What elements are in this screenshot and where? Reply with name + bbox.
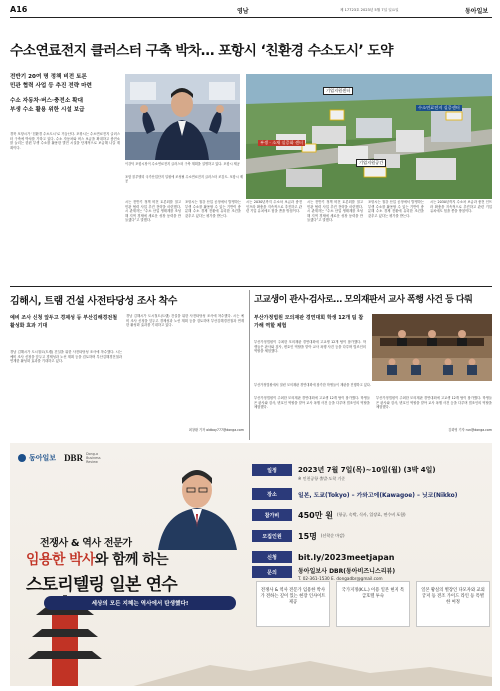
ad-sub: (항공, 숙박, 식사, 입장료, 연수비 포함) — [336, 512, 406, 517]
courtroom-photo-image — [372, 314, 492, 381]
aerial-label-bottom: 기업지원공간 — [356, 159, 386, 167]
ad-speaker-photo — [150, 458, 245, 550]
aerial-label-right: 수소연료전지 실증센터 — [418, 105, 460, 110]
ad-label: 문의 — [252, 566, 292, 578]
lead-body-col2: 시는 전반기 정책 비전 토론회를 열고 민관 협력 사업 추진 전략을 마련했다. 시 관계자는 “수소 산업 생태계를 조성해 지역 경제에 새로운 성장 동력을 만들겠다”고 말했다. — [125, 200, 181, 223]
ad-row-apply[interactable] — [252, 547, 394, 567]
ad-row-capacity — [252, 526, 345, 546]
ad-logos — [18, 450, 108, 466]
story3-byline: 김화영 기자 run@donga.com — [448, 428, 492, 432]
story3-subhead: 부산가정법원 모의재판 경연대회 학생 12개 팀 참가해 역할 체험 — [254, 315, 364, 329]
lead-photo-aerial — [246, 74, 492, 199]
lead-body-col7: 시는 2030년까지 수소차 보급과 충전 인프라 확충을 지속적으로 추진하고 관련 기업 유치에도 힘을 쏟을 방침이다. — [430, 200, 492, 214]
ad-tagline: 세상의 모든 지혜는 역사에서 탄생했다! — [91, 601, 189, 607]
ad-title-line1: 전쟁사 & 역사 전문가 — [40, 538, 132, 549]
aerial-label-top: 기업지원센터 — [323, 87, 353, 95]
section-name: 영남 — [237, 8, 249, 15]
lead-subheads — [10, 73, 120, 115]
donga-logo-text: 동아일보 — [29, 454, 57, 462]
story3-body-col2: 부산가정법원이 주최한 모의재판 경연대회에 고교생 12개 팀이 참가했다. 학생들은 판사와 검사, 변호인 역할을 맡아 교사 폭행 사건 등을 다루며 법조인의 역할을 체험했다. — [254, 396, 370, 410]
ad-tagline-bar — [44, 596, 236, 610]
story3-body-col1: 부산가정법원이 주최한 모의재판 경연대회에 고교생 12개 팀이 참가했다. 학생들은 판사와 검사, 변호인 역할을 맡아 교사 폭행 사건 등을 다루며 법조인의 역할을 체험했다. — [254, 340, 366, 354]
ad-contact — [298, 566, 395, 581]
story3-photo-caption: 부산가정법원에서 열린 모의재판 경연대회에 참가한 학생들이 재판을 진행하고 있다. — [254, 383, 371, 387]
section-divider — [10, 286, 492, 287]
ad-label: 일정 — [252, 464, 292, 476]
ad-title-rest: 와 함께 하는 — [94, 552, 169, 568]
lead-photo-mayor-caption: 이강덕 포항시장이 수소연료전지 클러스터 구축 계획을 설명하고 있다. 포항시 제공 — [125, 162, 240, 166]
page-number: A16 — [10, 5, 28, 14]
ad-value: 15명 — [298, 531, 317, 541]
story3-headline: 고교생이 관사·검사로… 모의재판서 교사 폭행 사건 등 다뤄 — [254, 295, 473, 305]
lead-body-col6: 포항시는 철강 산업 공정에서 발생하는 부생 수소를 활용할 수 있는 기반이 충분해 수소 경제 전환에 유리한 조건을 갖추고 있다는 평가를 받는다. — [368, 200, 424, 218]
speaker-portrait-image — [150, 458, 245, 550]
issue-date: 제 17723호 2023년 5월 7일 일요일 — [340, 8, 399, 12]
lead-subhead: 부생 수소 활용 위한 시설 보급 — [10, 107, 85, 113]
cluster-rendering-image — [246, 74, 492, 199]
masthead — [10, 5, 492, 17]
ad-sub: (선착순 마감) — [320, 533, 345, 538]
ad-title-line3: 스토리텔링 일본 연수 — [26, 575, 177, 595]
ad-row-contact — [252, 566, 395, 580]
story2-headline: 김해시, 트램 건설 사전타당성 조사 착수 — [10, 296, 177, 307]
story2-byline: 최창환 기자 oldboy777@donga.com — [188, 428, 244, 432]
story3-photo — [372, 314, 492, 381]
lead-subhead: 전반기 20여 명 정책 비전 토론 — [10, 74, 87, 80]
ad-title-line2 — [26, 549, 168, 569]
ad-feature-box: 국가지정(K.L.) 이용 일본 현지 특급호텔 투숙 — [336, 581, 410, 627]
lead-photo-mayor — [125, 74, 240, 160]
ad-title-highlight: 임용한 박사 — [26, 552, 95, 568]
dbr-logo-subtitle: Dong-a Business Review — [86, 452, 101, 464]
aerial-label-left: 부생 · 소재 실증화 센터 — [260, 140, 304, 145]
ad-row-fee — [252, 505, 406, 525]
lead-headline: 수소연료전지 클러스터 구축 박차… 포항시 ‘친환경 수소도시’ 도약 — [10, 43, 393, 59]
ad-apply-link[interactable]: bit.ly/2023meetjapan — [298, 552, 395, 562]
lead-photo-aerial-caption: 포항 블루밸리 국가산업단지 일원에 조성될 수소연료전지 클러스터 조감도. 포항시 제공 — [125, 175, 243, 184]
dbr-logo-text: DBR — [64, 453, 84, 463]
lead-body-col4: 시는 2030년까지 수소차 보급과 충전 인프라 확충을 지속적으로 추진하고 관련 기업 유치에도 힘을 쏟을 방침이다. — [246, 200, 302, 214]
paper-name: 동아일보 — [465, 8, 489, 15]
lead-subhead: 수소 자동차·버스·충전소 확대 — [10, 98, 83, 104]
ad-label: 신청 — [252, 551, 292, 563]
ad-label: 모집인원 — [252, 530, 292, 542]
ad-label: 참가비 — [252, 509, 292, 521]
story2-body-col1: 경남 김해시가 도시철도(트램) 건설을 위한 사전타당성 조사에 착수했다. 시는 예비 조사 신청을 앞두고 경제성과 노선 계획 등을 검토하며 부산김해경전철과 연계한 활성화 효과를 기대하고 있다. — [10, 350, 122, 364]
ad-row-place — [252, 484, 457, 504]
ad-value: 일본, 도쿄(Tokyo) – 가와고에(Kawagoe) – 닛코(Nikko) — [298, 492, 458, 499]
ad-sub: T. 02-361-1530 E. dongadbr@gmail.com — [298, 576, 383, 581]
ad-value: 450만 원 — [298, 510, 333, 520]
story2-body-col2: 경남 김해시가 도시철도(트램) 건설을 위한 사전타당성 조사에 착수했다. 시는 예비 조사 신청을 앞두고 경제성과 노선 계획 등을 검토하며 부산김해경전철과 연계한 활성화 효과를 기대하고 있다. — [126, 314, 244, 328]
ad-feature-box: 일본 황실의 별장인 다모자와 교외궁저 등 전조 가이드 라인 등 특별한 여정 — [416, 581, 490, 627]
donga-logo-icon — [18, 454, 26, 462]
lead-subhead: 민관 협력 사업 등 추진 전략 마련 — [10, 83, 92, 89]
column-divider — [249, 290, 250, 440]
lead-body-col5: 시는 전반기 정책 비전 토론회를 열고 민관 협력 사업 추진 전략을 마련했다. 시 관계자는 “수소 산업 생태계를 조성해 지역 경제에 새로운 성장 동력을 만들겠다”고 말했다. — [307, 200, 363, 223]
ad-feature-box: 전쟁사 & 역사 전문가 임용한 박사가 전하는 깊이 있는 현장 인사이트 제공 — [256, 581, 330, 627]
ad-value: 동아일보사 DBR(동아비즈니스리뷰) — [298, 568, 396, 575]
mountain-illustration — [10, 657, 492, 686]
ad-label: 장소 — [252, 488, 292, 500]
lead-body-col3: 포항시는 철강 산업 공정에서 발생하는 부생 수소를 활용할 수 있는 기반이 충분해 수소 경제 전환에 유리한 조건을 갖추고 있다는 평가를 받는다. — [185, 200, 241, 218]
ad-value: 2023년 7월 7일(목)~10일(월) (3박 4일) — [298, 466, 436, 474]
masthead-rule — [10, 17, 492, 18]
story2-subhead: 예비 조사 신청 앞두고 경제성 등 부산김해경전철 활성화 효과 기대 — [10, 315, 118, 329]
mayor-photo-image — [125, 74, 240, 160]
story3-body-col3: 부산가정법원이 주최한 모의재판 경연대회에 고교생 12개 팀이 참가했다. 학생들은 판사와 검사, 변호인 역할을 맡아 교사 폭행 사건 등을 다루며 법조인의 역할을 체험했다. — [376, 396, 492, 410]
ad-row-note: ※ 인천공항 출발·도착 기준 — [298, 476, 346, 481]
lead-body-col1: 경북 포항시가 ‘친환경 수소도시’로 거듭난다. 포항시는 수소연료전지 클러스터 구축에 박차를 가하고 있다. 수소 자동차와 버스 보급을 확대하고 충전소를 늘리는 한편 부생 수소를 활용한 발전 시설을 단계적으로 보급해 나갈 계획이다. — [10, 132, 120, 150]
